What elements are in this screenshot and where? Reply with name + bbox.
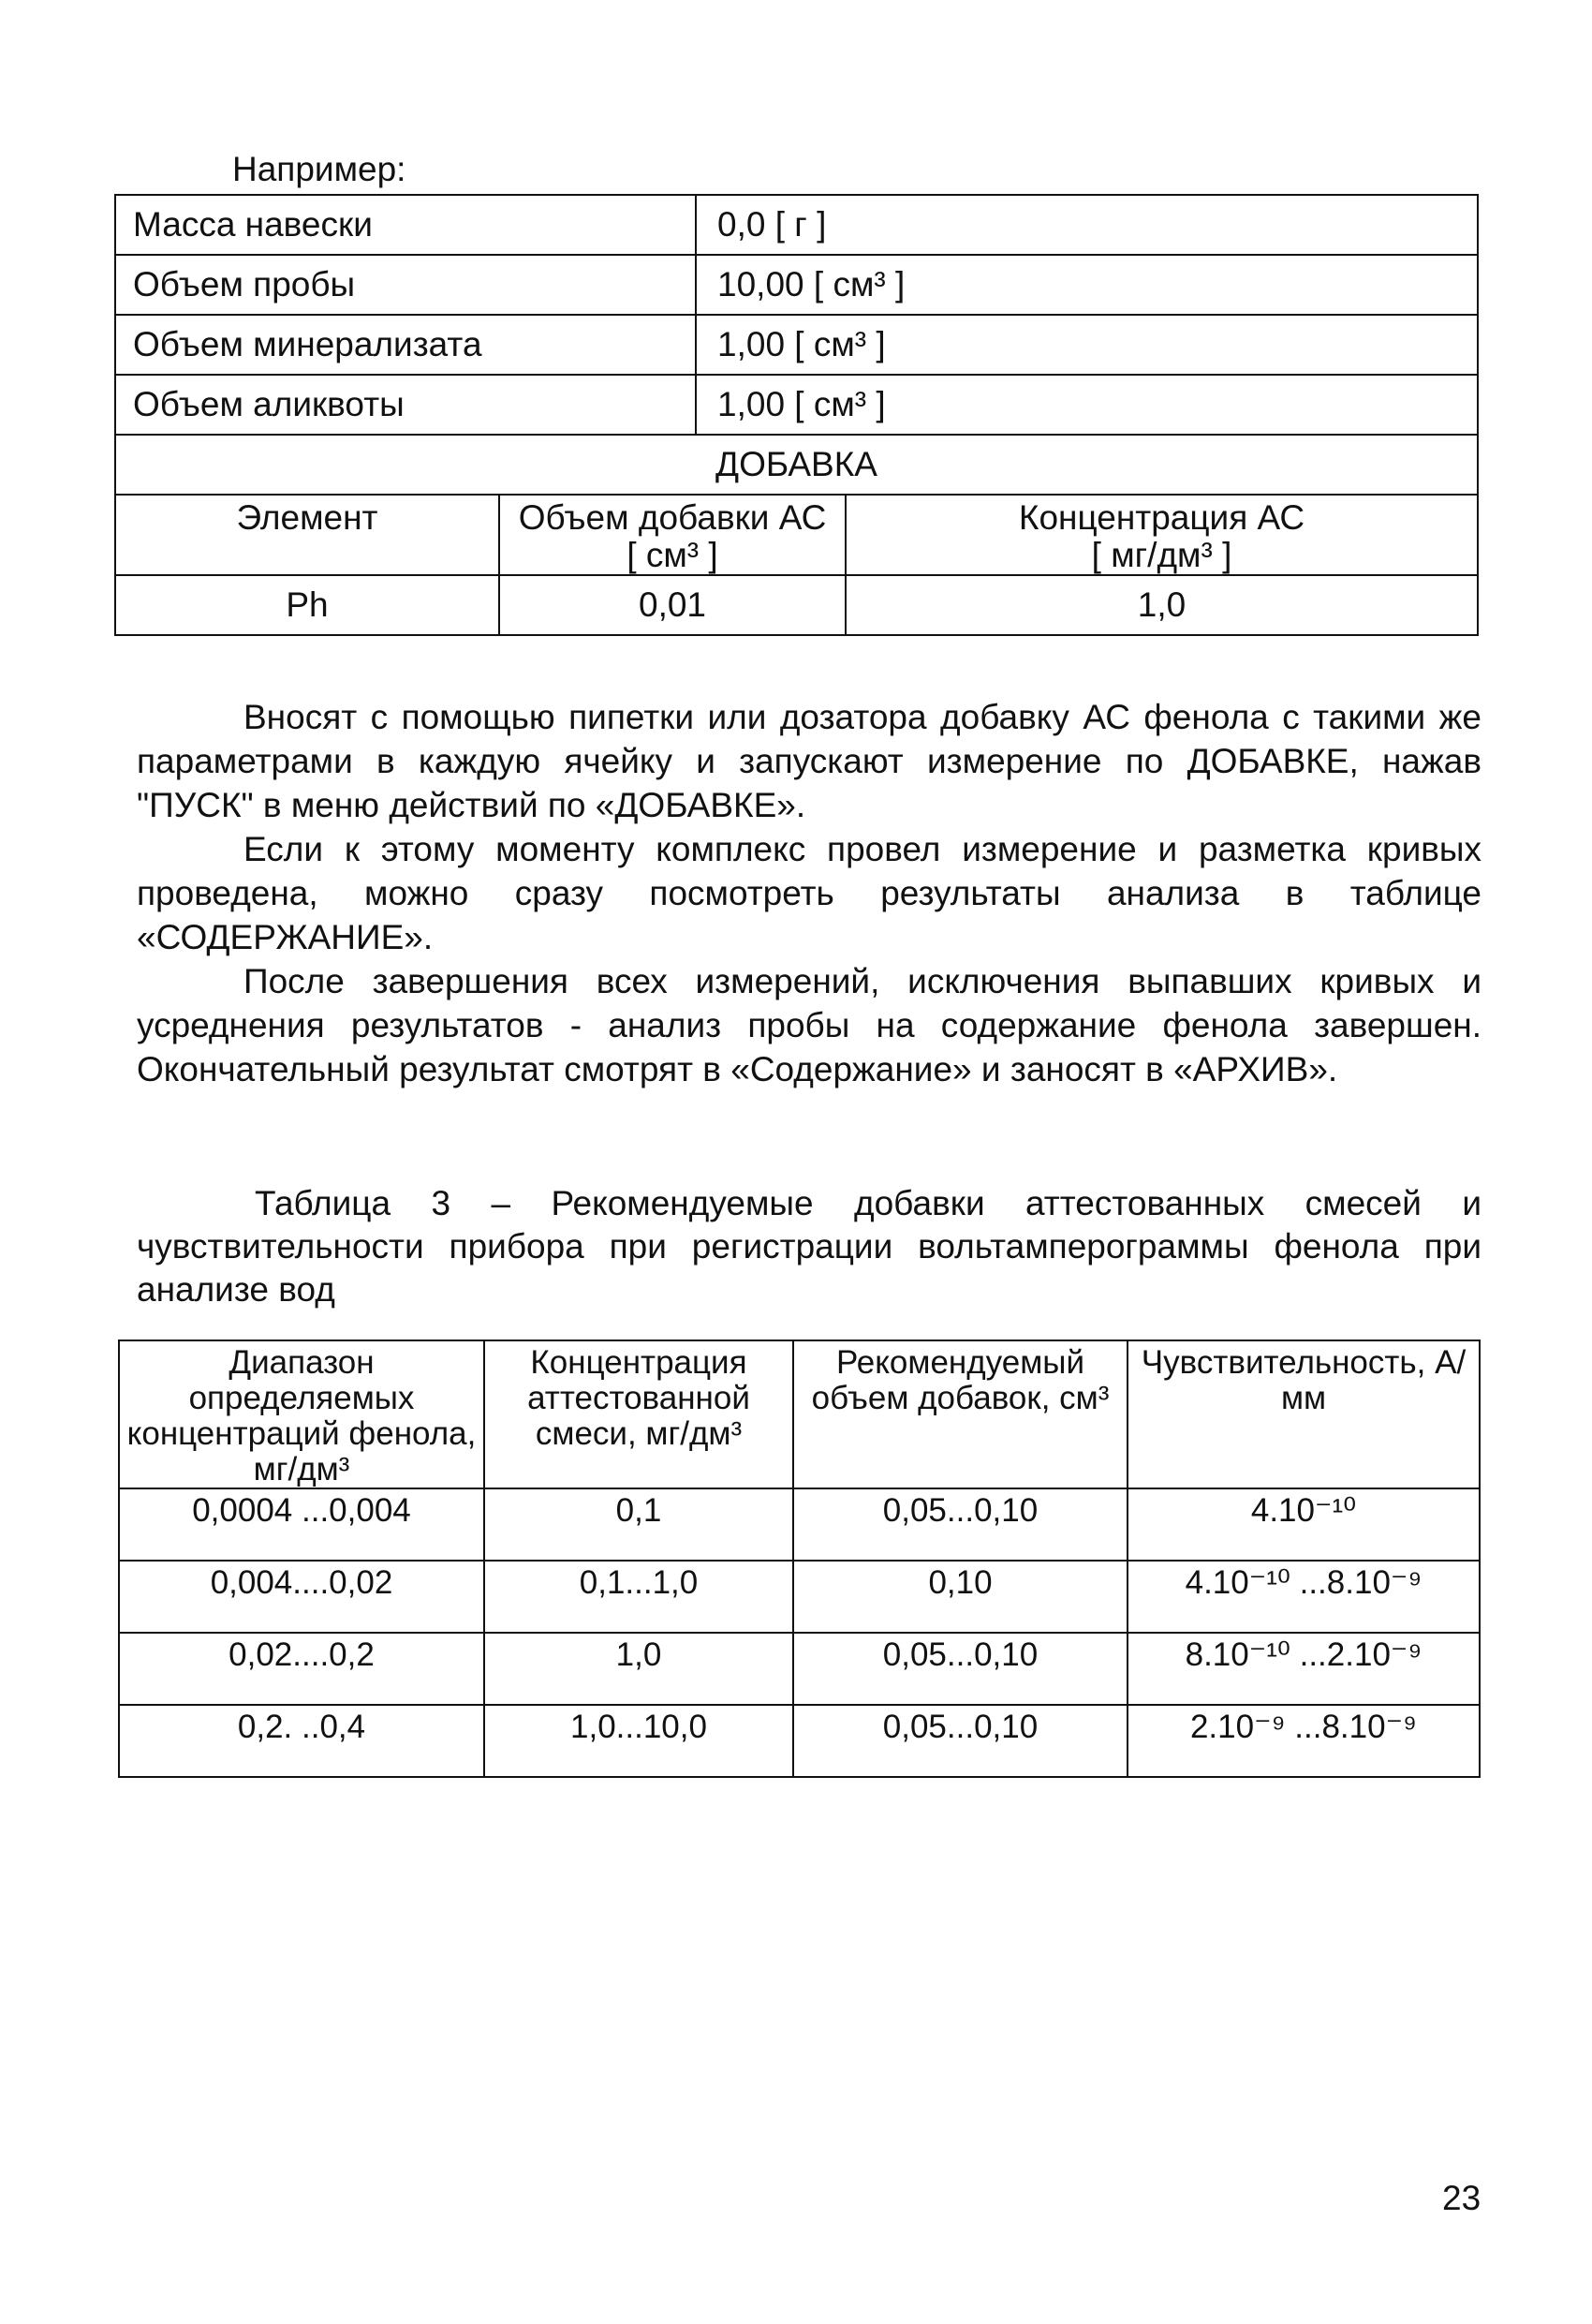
header-text: Элемент xyxy=(236,498,378,537)
table3-caption xyxy=(137,1182,1481,1311)
table-cell: 0,1 xyxy=(484,1488,793,1561)
table-row xyxy=(115,375,1478,435)
column-header: Диапазон определяемых концентраций фенола, мг/дм³ xyxy=(119,1340,484,1488)
header-unit: [ см³ ] xyxy=(626,536,718,574)
page-number: 23 xyxy=(1442,2179,1481,2217)
volume-cell: 0,01 xyxy=(499,575,846,635)
table-row xyxy=(115,435,1478,495)
body-text xyxy=(137,695,1481,1091)
table-row xyxy=(115,575,1478,635)
table-cell: 4.10⁻¹⁰ ...8.10⁻⁹ xyxy=(1128,1561,1480,1633)
table-cell: 0,05...0,10 xyxy=(793,1633,1128,1705)
table-cell: 4.10⁻¹⁰ xyxy=(1128,1488,1480,1561)
column-header xyxy=(846,495,1478,575)
sample-parameters-table xyxy=(114,194,1479,636)
paragraph: Если к этому моменту комплекс провел измерение и разметка кривых проведена, можно сразу посмотреть результаты анализа в таблице «СОДЕРЖАНИЕ». xyxy=(137,830,1481,956)
column-header: Рекомендуемый объем добавок, см³ xyxy=(793,1340,1128,1488)
concentration-cell: 1,0 xyxy=(846,575,1478,635)
paragraph: Вносят с помощью пипетки или дозатора добавку АС фенола с такими же параметрами в каждую ячейку и запускают измерение по ДОБАВКЕ, нажав "ПУСК" в меню действий по «ДОБАВКЕ». xyxy=(137,698,1481,824)
table-cell: 0,10 xyxy=(793,1561,1128,1633)
param-value: 0,0 [ г ] xyxy=(696,195,1478,255)
table-cell: 2.10⁻⁹ ...8.10⁻⁹ xyxy=(1128,1705,1480,1777)
element-cell: Ph xyxy=(115,575,499,635)
table-row xyxy=(115,195,1478,255)
paragraph: После завершения всех измерений, исключения выпавших кривых и усреднения результатов - анализ пробы на содержание фенола завершен. Окончательный результат смотрят в «Содержание» и заносят в «АРХИВ». xyxy=(137,962,1481,1088)
table-row xyxy=(119,1561,1480,1633)
table-header-row xyxy=(115,495,1478,575)
recommended-additives-table xyxy=(118,1340,1481,1778)
table-row xyxy=(119,1705,1480,1777)
intro-label: Например: xyxy=(232,150,406,188)
table-cell: 1,0 xyxy=(484,1633,793,1705)
table-row xyxy=(119,1488,1480,1561)
param-value: 1,00 [ см³ ] xyxy=(696,375,1478,435)
table-row xyxy=(115,315,1478,375)
table-row xyxy=(119,1633,1480,1705)
table-cell: 0,05...0,10 xyxy=(793,1488,1128,1561)
column-header: Концентрация аттестованной смеси, мг/дм³ xyxy=(484,1340,793,1488)
param-label: Масса навески xyxy=(115,195,696,255)
param-value: 1,00 [ см³ ] xyxy=(696,315,1478,375)
table-cell: 0,1...1,0 xyxy=(484,1561,793,1633)
param-label: Объем пробы xyxy=(115,255,696,315)
column-header xyxy=(499,495,846,575)
param-label: Объем аликвоты xyxy=(115,375,696,435)
param-value: 10,00 [ см³ ] xyxy=(696,255,1478,315)
additive-section-title: ДОБАВКА xyxy=(115,435,1478,495)
table-row xyxy=(115,255,1478,315)
header-unit: [ мг/дм³ ] xyxy=(1091,536,1232,574)
column-header: Чувствительность, А/мм xyxy=(1128,1340,1480,1488)
table-cell: 0,05...0,10 xyxy=(793,1705,1128,1777)
table-cell: 0,02....0,2 xyxy=(119,1633,484,1705)
caption-text: Таблица 3 – Рекомендуемые добавки аттестованных смесей и чувствительности прибора при регистрации вольтамперограммы фенола при анализе вод xyxy=(137,1184,1481,1309)
table-header-row xyxy=(119,1340,1480,1488)
column-header xyxy=(115,495,499,575)
header-text: Объем добавки АС xyxy=(518,498,827,537)
table-cell: 0,004....0,02 xyxy=(119,1561,484,1633)
table-cell: 0,2. ..0,4 xyxy=(119,1705,484,1777)
table-cell: 8.10⁻¹⁰ ...2.10⁻⁹ xyxy=(1128,1633,1480,1705)
param-label: Объем минерализата xyxy=(115,315,696,375)
header-text: Концентрация АС xyxy=(1018,498,1305,537)
table-cell: 1,0...10,0 xyxy=(484,1705,793,1777)
table-cell: 0,0004 ...0,004 xyxy=(119,1488,484,1561)
